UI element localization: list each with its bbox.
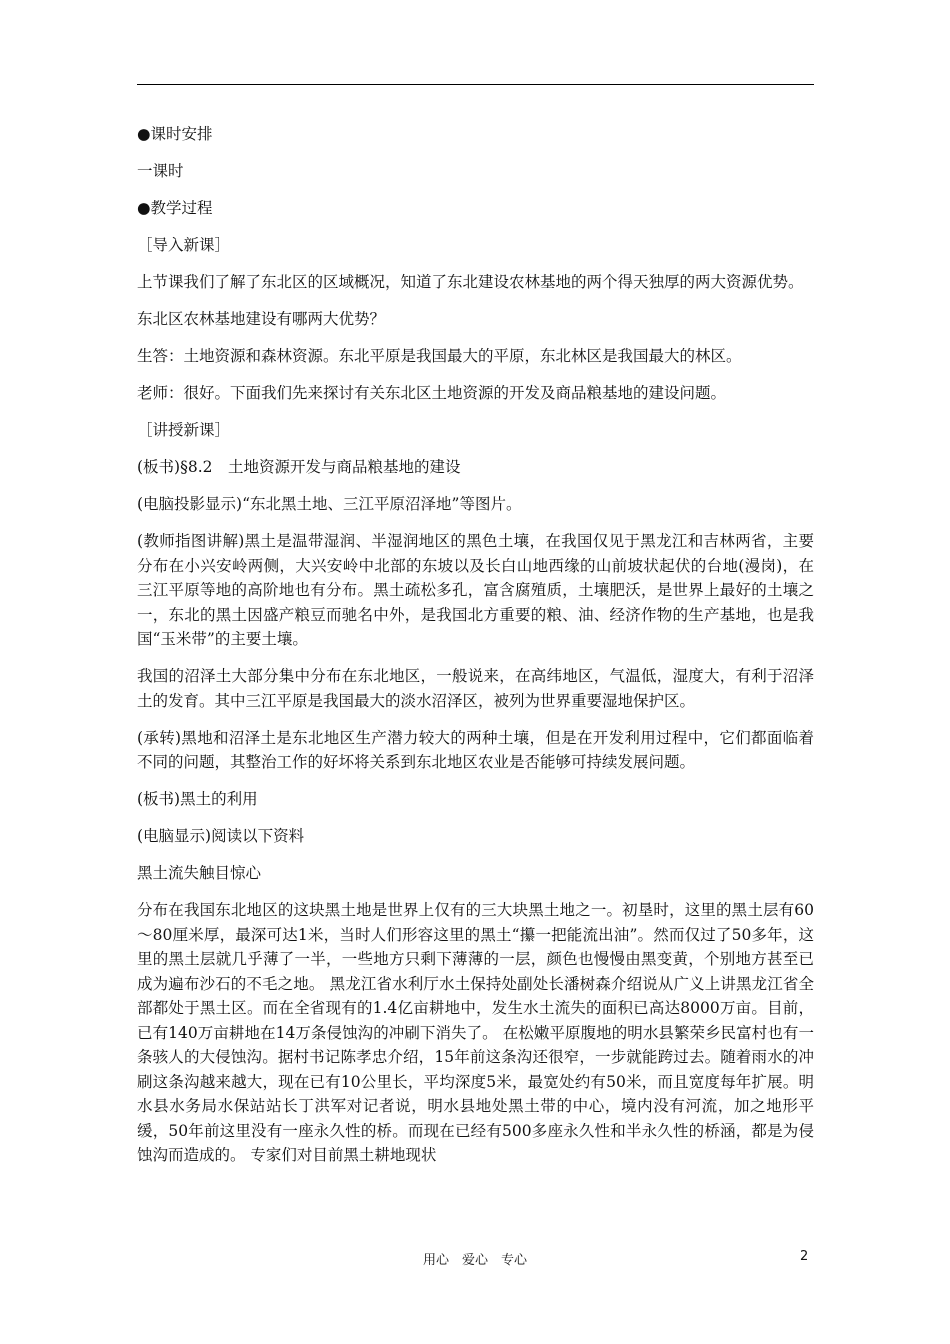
schedule-text: 一课时 (137, 162, 184, 180)
paragraph: (电脑显示)阅读以下资料 (137, 827, 305, 845)
page-number: 2 (800, 1249, 809, 1264)
heading-process: ●教学过程 (137, 199, 213, 217)
header-rule (137, 84, 814, 85)
paragraph: (电脑投影显示)“东北黑土地、三江平原沼泽地”等图片。 (137, 495, 522, 513)
paragraph: 我国的沼泽土大部分集中分布在东北地区，一般说来，在高纬地区，气温低，湿度大，有利于沼泽土的发育。其中三江平原是我国最大的淡水沼泽区，被列为世界重要湿地保护区。 (137, 667, 814, 710)
heading-schedule: ●课时安排 (137, 125, 213, 143)
paragraph: 东北区农林基地建设有哪两大优势？ (137, 310, 386, 328)
footer-motto: 用心 爱心 专心 (422, 1253, 527, 1268)
paragraph: 生答：土地资源和森林资源。东北平原是我国最大的平原，东北林区是我国最大的林区。 (137, 347, 742, 365)
paragraph: (板书)§8.2 土地资源开发与商品粮基地的建设 (137, 458, 461, 476)
paragraph: 分布在我国东北地区的这块黑土地是世界上仅有的三大块黑土地之一。初垦时，这里的黑土层有60～80厘米厚，最深可达1米，当时人们形容这里的黑土“攥一把能流出油”。然而仅过了50多年，这里的黑土层就几乎薄了一半，一些地方只剩下薄薄的一层，颜色也慢慢由黑变黄，个别地方甚至已成为遍布沙石的不毛之地。 黑龙江省水利厅水土保持处副处长潘树森介绍说从广义上讲黑龙江省全部都处于黑土区。而在全省现有的1.4亿亩耕地中，发生水土流失的面积已高达8000万亩。目前，已有140万亩耕地在14万条侵蚀沟的冲刷下消失了。 在松嫩平原腹地的明水县繁荣乡民富村也有一条骇人的大侵蚀沟。据村书记陈孝忠介绍，15年前这条沟还很窄，一步就能跨过去。随着雨水的冲刷这条沟越来越大，现在已有10公里长，平均深度5米，最宽处约有50米，而且宽度每年扩展。明水县水务局水保站站长丁洪军对记者说，明水县地处黑土带的中心，境内没有河流，加之地形平缓，50年前这里没有一座永久性的桥。而现在已经有500多座永久性和半永久性的桥涵，都是为侵蚀沟而造成的。 专家们对目前黑土耕地现状 (137, 901, 814, 1164)
section-intro: ［导入新课］ (137, 236, 231, 254)
paragraph: 上节课我们了解了东北区的区域概况，知道了东北建设农林基地的两个得天独厚的两大资源优势。 (137, 273, 804, 291)
paragraph: 老师：很好。下面我们先来探讨有关东北区土地资源的开发及商品粮基地的建设问题。 (137, 384, 727, 402)
paragraph: (承转)黑地和沼泽土是东北地区生产潜力较大的两种土壤，但是在开发利用过程中，它们都面临着不同的问题，其整治工作的好坏将关系到东北地区农业是否能够可持续发展问题。 (137, 728, 814, 771)
paragraph: (板书)黑土的利用 (137, 790, 258, 808)
reading-title: 黑土流失触目惊心 (137, 864, 262, 882)
section-new-lesson: ［讲授新课］ (137, 421, 231, 439)
document-body (137, 122, 814, 1180)
paragraph: (教师指图讲解)黑土是温带湿润、半湿润地区的黑色土壤，在我国仅见于黑龙江和吉林两省，主要分布在小兴安岭两侧，大兴安岭中北部的东坡以及长白山地西缘的山前坡状起伏的台地(漫岗)，在三江平原等地的高阶地也有分布。黑土疏松多孔，富含腐殖质，土壤肥沃，是世界上最好的土壤之一，东北的黑土因盛产粮豆而驰名中外，是我国北方重要的粮、油、经济作物的生产基地，也是我国“玉米带”的主要土壤。 (137, 532, 814, 648)
